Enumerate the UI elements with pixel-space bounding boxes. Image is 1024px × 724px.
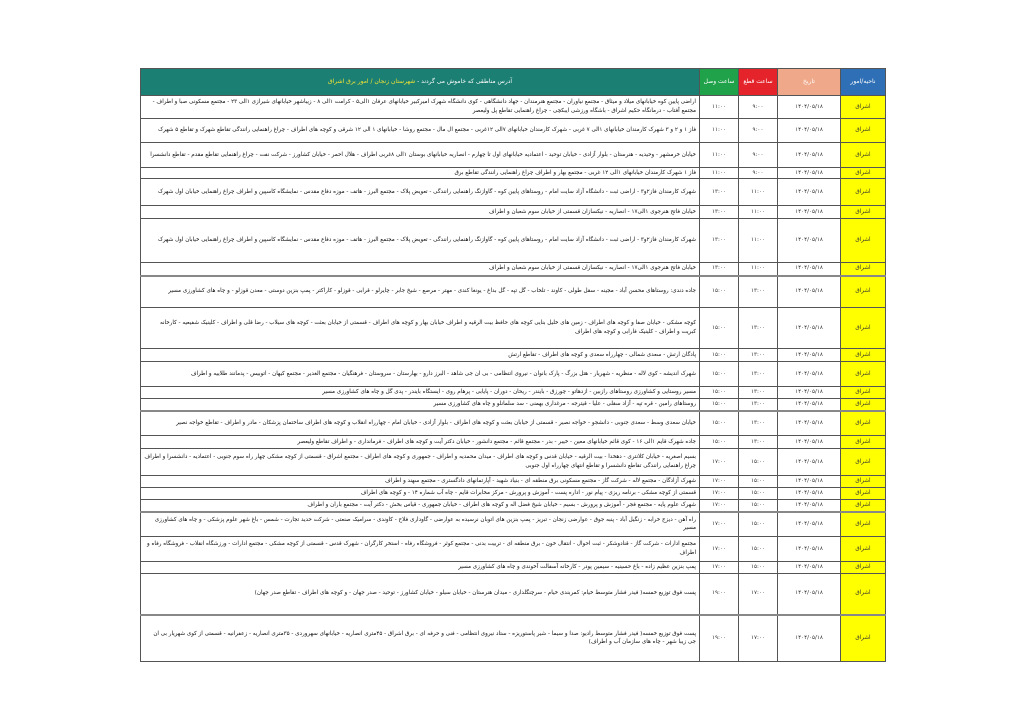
date-cell: ۱۴۰۴/۰۵/۱۸	[778, 574, 841, 615]
address-cell: شهرک اندیشه - کوی لاله - منظریه - شهریار - هتل بزرگ - پارک بانوان - نیروی انتظامی - بی ان جی شاهد - البرز دارو - بهارستان - سروستان - فرهنگیان - مجتمع الغدیر - مجتمع کیهان - اتوبیس - پدمانند طلاییه و اطراف	[141, 362, 700, 387]
connect-time-cell: ۱۳:۰۰	[700, 263, 739, 276]
cut-time-cell: ۹:۰۰	[739, 168, 778, 179]
date-cell: ۱۴۰۴/۰۵/۱۸	[778, 615, 841, 662]
area-cell: اشراق	[841, 488, 886, 500]
date-cell: ۱۴۰۴/۰۵/۱۸	[778, 362, 841, 387]
cut-time-cell: ۱۵:۰۰	[739, 562, 778, 574]
header-cut-time: ساعت قطع	[739, 69, 778, 96]
table-row	[141, 387, 886, 399]
address-cell: شهرک کارمندان فاز۲و۳ - اراضی ثبت - دانشگاه آزاد سایت امام - روستاهای پایین کوه - گاوازنگ راهنمایی رانندگی - تعویض پلاک - مجتمع البرز - هاتف - موزه دفاع مقدس - نمایشگاه کاسپین و اطراف چراغ راهنمایی خیابان اول شهرک	[141, 179, 700, 206]
date-cell: ۱۴۰۴/۰۵/۱۸	[778, 219, 841, 263]
area-cell: اشراق	[841, 436, 886, 449]
header-date: تاریخ	[778, 69, 841, 96]
area-cell: اشراق	[841, 387, 886, 399]
connect-time-cell: ۱۷:۰۰	[700, 476, 739, 488]
date-cell: ۱۴۰۴/۰۵/۱۸	[778, 119, 841, 143]
address-cell: بسیم اصغریه - خیابان کلانتری - دهخدا - بیت الرقیه - خیابان قدس و کوچه های اطراف - میدان محمدیه و اطراف - جمهوری و کوچه های اطراف - مجتمع اشراق - قسمتی از کوچه مشکی چهار راه سوم جنوبی - اعتمادیه - دانشسرا و اطراف چراغ راهنمایی رانندگی تقاطع دانشسرا و تقاطع انتهای چهارراه اول جنوبی	[141, 449, 700, 476]
area-cell: اشراق	[841, 119, 886, 143]
date-cell: ۱۴۰۴/۰۵/۱۸	[778, 168, 841, 179]
connect-time-cell: ۱۷:۰۰	[700, 500, 739, 512]
cut-time-cell: ۱۳:۰۰	[739, 399, 778, 411]
area-cell: اشراق	[841, 308, 886, 349]
area-cell: اشراق	[841, 512, 886, 537]
address-cell: شهرک آزادگان - مجتمع لاله - شرکت گاز - مجتمع مسکونی برق منطقه ای - بنیاد شهید - آپارتمانهای دادگستری - مجتمع سهند و اطراف	[141, 476, 700, 488]
cut-time-cell: ۹:۰۰	[739, 143, 778, 168]
address-cell: پست فوق توزیع خمسه( فیدر فشار متوسط خیام: کمربندی خیام - سرچنگلداری - میدان هنرستان - خیابان سیلو - خیابان کشاورز - توحید - صدر جهان - و کوچه های اطراف - تقاطع صدر جهان)	[141, 574, 700, 615]
table-row	[141, 168, 886, 179]
cut-time-cell: ۱۵:۰۰	[739, 476, 778, 488]
connect-time-cell: ۱۷:۰۰	[700, 537, 739, 562]
address-cell: جاده دندی: روستاهای محسن آباد - مجینه - سقل طولی - کاوند - تلخاب - گل تپه - گل بداغ - یونغا کندی - مهتر - مرصع - شیخ جابر - چایرلو - قرابی - قوزلو - کاراکتر - پمپ بنزین دوستی - معدن قوزلو - و چاه های کشاورزی مسیر	[141, 276, 700, 308]
table-row	[141, 219, 886, 263]
cut-time-cell: ۱۱:۰۰	[739, 179, 778, 206]
cut-time-cell: ۱۵:۰۰	[739, 537, 778, 562]
address-cell: پست فوق توزیع خمسه( فیدر فشار متوسط رادیو: صدا و سیما - شیر پاستوریزه - ستاد نیروی انتظامی - فنی و حرفه ای - برق اشراق - ۴۵متری انصاریه - خیابانهای سهروردی - ۳۵متری انصاریه - زعفرانیه - قسمتی از کوی شهریار بی ان جی زیبا شهر - چاه های سازمان آب و اطراف)	[141, 615, 700, 662]
date-cell: ۱۴۰۴/۰۵/۱۸	[778, 349, 841, 362]
table-row	[141, 206, 886, 219]
area-cell: اشراق	[841, 562, 886, 574]
header-address-prefix: آدرس مناطقی که خاموش می گردند -	[415, 78, 513, 86]
address-cell: فاز ۱ شهرک کارمندان خیابانهای ۱الی ۱۲ غربی - مجتمع بهار و اطراف چراغ راهنمایی رانندگی تقاطع برق	[141, 168, 700, 179]
area-cell: اشراق	[841, 500, 886, 512]
date-cell: ۱۴۰۴/۰۵/۱۸	[778, 537, 841, 562]
connect-time-cell: ۱۱:۰۰	[700, 143, 739, 168]
cut-time-cell: ۹:۰۰	[739, 96, 778, 119]
cut-time-cell: ۱۳:۰۰	[739, 349, 778, 362]
area-cell: اشراق	[841, 219, 886, 263]
date-cell: ۱۴۰۴/۰۵/۱۸	[778, 143, 841, 168]
connect-time-cell: ۱۵:۰۰	[700, 436, 739, 449]
date-cell: ۱۴۰۴/۰۵/۱۸	[778, 436, 841, 449]
connect-time-cell: ۱۵:۰۰	[700, 362, 739, 387]
address-cell: پادگان ارتش - سعدی شمالی - چهارراه سعدی و کوچه های اطراف - تقاطع ارتش	[141, 349, 700, 362]
table-row	[141, 537, 886, 562]
address-cell: خیابان فاتح هنرجوی ۱الی۱۷ - انصاریه - نیکسازان قسمتی از خیابان سوم شعبان و اطراف	[141, 206, 700, 219]
cut-time-cell: ۱۱:۰۰	[739, 206, 778, 219]
connect-time-cell: ۱۵:۰۰	[700, 387, 739, 399]
cut-time-cell: ۱۷:۰۰	[739, 574, 778, 615]
connect-time-cell: ۱۷:۰۰	[700, 512, 739, 537]
table-row	[141, 96, 886, 119]
cut-time-cell: ۱۱:۰۰	[739, 219, 778, 263]
cut-time-cell: ۱۳:۰۰	[739, 362, 778, 387]
date-cell: ۱۴۰۴/۰۵/۱۸	[778, 500, 841, 512]
area-cell: اشراق	[841, 143, 886, 168]
cut-time-cell: ۱۳:۰۰	[739, 436, 778, 449]
connect-time-cell: ۱۵:۰۰	[700, 399, 739, 411]
header-connect-time: ساعت وصل	[700, 69, 739, 96]
address-cell: پمپ بنزین عظیم زاده - باغ حسینیه - سیمین پودر - کارخانه آسفالت آخوندی و چاه های کشاورزی مسیر	[141, 562, 700, 574]
area-cell: اشراق	[841, 476, 886, 488]
area-cell: اشراق	[841, 574, 886, 615]
cut-time-cell: ۱۵:۰۰	[739, 449, 778, 476]
area-cell: اشراق	[841, 179, 886, 206]
table-row	[141, 308, 886, 349]
connect-time-cell: ۱۱:۰۰	[700, 168, 739, 179]
connect-time-cell: ۱۳:۰۰	[700, 206, 739, 219]
address-cell: راه آهن - دیزج خرابه - زنگیل آباد - پنبه جوق - عوارضی زنجان - تبریز - پمپ بنزین های اتوبان نرسیده به عوارضی - گاوداری فلاح - کاوندی - سرامیک صنعتی - شرکت حدید تجارت - شمس - باغ شهر علوم پزشکی - و چاه های کشاورزی مسیر	[141, 512, 700, 537]
address-cell: خیابان سعدی وسط - سعدی جنوبی - دانشجو - خواجه نصیر - قسمتی از خیابان بعثت و کوچه های اطراف - بلوار آزادی - خیابان امام - چهارراه انقلاب و کوچه های اطراف ساختمان پزشکان - مادر و اطراف - تقاطع خواجه نصیر	[141, 411, 700, 436]
table-row	[141, 399, 886, 411]
date-cell: ۱۴۰۴/۰۵/۱۸	[778, 476, 841, 488]
area-cell: اشراق	[841, 399, 886, 411]
address-cell: کوچه مشکی - خیابان صفا و کوچه های اطراف - زمین های خلیل بنایی کوچه های حافظ بیت الرقیه و اطراف خیابان بهار و کوچه های اطراف - قسمتی از خیابان بعثت - کوچه های سیلاب - رضا قلی و اطراف - کلینیک شفیعیه - کارخانه کبریت و اطراف - کلینیک فارابی و کوچه های اطراف	[141, 308, 700, 349]
table-row	[141, 349, 886, 362]
date-cell: ۱۴۰۴/۰۵/۱۸	[778, 512, 841, 537]
cut-time-cell: ۱۵:۰۰	[739, 488, 778, 500]
connect-time-cell: ۱۵:۰۰	[700, 276, 739, 308]
table-row	[141, 362, 886, 387]
table-row	[141, 119, 886, 143]
table-row	[141, 574, 886, 615]
address-cell: جاده شهرک قایم ۱الی ۱۶ - کوی قائم خیابانهای معین - خیبر - بدر - مجتمع قائم - مجتمع دانشور - خیابان دکتر آیت و کوچه های اطراف - فرمانداری - و اطراف تقاطع ولیعصر	[141, 436, 700, 449]
area-cell: اشراق	[841, 537, 886, 562]
connect-time-cell: ۱۹:۰۰	[700, 615, 739, 662]
connect-time-cell: ۱۵:۰۰	[700, 308, 739, 349]
cut-time-cell: ۱۳:۰۰	[739, 387, 778, 399]
connect-time-cell: ۱۵:۰۰	[700, 349, 739, 362]
table-row	[141, 143, 886, 168]
address-cell: مسیر روستایی و کشاورزی روستاهای رازبین - ازدهاتو - چورزق - بایندر - ریحان - دوران - پایابی - پرهام روی - ایستگاه بایندر - پدی گل و چاه های کشاورزی مسیر	[141, 387, 700, 399]
cut-time-cell: ۱۳:۰۰	[739, 308, 778, 349]
table-row	[141, 449, 886, 476]
date-cell: ۱۴۰۴/۰۵/۱۸	[778, 263, 841, 276]
date-cell: ۱۴۰۴/۰۵/۱۸	[778, 562, 841, 574]
cut-time-cell: ۱۷:۰۰	[739, 615, 778, 662]
cut-time-cell: ۹:۰۰	[739, 119, 778, 143]
table-row	[141, 263, 886, 276]
connect-time-cell: ۱۵:۰۰	[700, 411, 739, 436]
table-row	[141, 476, 886, 488]
cut-time-cell: ۱۵:۰۰	[739, 512, 778, 537]
address-cell: قسمتی از کوچه مشکی - برنامه ریزی - پیام نور - اداره پست - آموزش و پرورش - مرکز مخابرات قایم - چاه آب شماره ۱۴ - و کوچه های اطراف	[141, 488, 700, 500]
date-cell: ۱۴۰۴/۰۵/۱۸	[778, 206, 841, 219]
table-row	[141, 615, 886, 662]
connect-time-cell: ۱۳:۰۰	[700, 219, 739, 263]
date-cell: ۱۴۰۴/۰۵/۱۸	[778, 276, 841, 308]
connect-time-cell: ۱۷:۰۰	[700, 562, 739, 574]
area-cell: اشراق	[841, 206, 886, 219]
table-row	[141, 276, 886, 308]
table-row	[141, 436, 886, 449]
connect-time-cell: ۱۷:۰۰	[700, 488, 739, 500]
address-cell: شهرک کارمندان فاز۲و۳ - اراضی ثبت - دانشگاه آزاد سایت امام - روستاهای پایین کوه - گاوازنگ راهنمایی رانندگی - تعویض پلاک - مجتمع البرز - هاتف - موزه دفاع مقدس - نمایشگاه کاسپین و اطراف چراغ راهنمایی خیابان اول شهرک	[141, 219, 700, 263]
area-cell: اشراق	[841, 411, 886, 436]
date-cell: ۱۴۰۴/۰۵/۱۸	[778, 411, 841, 436]
table-row	[141, 488, 886, 500]
table-header-row	[141, 69, 886, 96]
cut-time-cell: ۱۳:۰۰	[739, 411, 778, 436]
area-cell: اشراق	[841, 362, 886, 387]
date-cell: ۱۴۰۴/۰۵/۱۸	[778, 449, 841, 476]
cut-time-cell: ۱۱:۰۰	[739, 263, 778, 276]
address-cell: مجتمع ادارات - شرکت گاز - قنادوشکر - ثبت احوال - انتقال خون - برق منطقه ای - تربیت بدنی - مجتمع کوثر - فروشگاه رفاه - استخر کارگران - شهرک قدس - قسمتی از کوچه مشکی - مجتمع ادارات - ورزشگاه انقلاب - فروشگاه رفاه و اطراف	[141, 537, 700, 562]
date-cell: ۱۴۰۴/۰۵/۱۸	[778, 387, 841, 399]
connect-time-cell: ۱۷:۰۰	[700, 449, 739, 476]
table-row	[141, 562, 886, 574]
date-cell: ۱۴۰۴/۰۵/۱۸	[778, 179, 841, 206]
table-row	[141, 512, 886, 537]
connect-time-cell: ۱۱:۰۰	[700, 119, 739, 143]
header-area: ناحیه/امور	[841, 69, 886, 96]
area-cell: اشراق	[841, 449, 886, 476]
table-row	[141, 179, 886, 206]
date-cell: ۱۴۰۴/۰۵/۱۸	[778, 308, 841, 349]
date-cell: ۱۴۰۴/۰۵/۱۸	[778, 96, 841, 119]
date-cell: ۱۴۰۴/۰۵/۱۸	[778, 399, 841, 411]
address-cell: خیابان فاتح هنرجوی ۱الی۱۷ - انصاریه - نیکسازان قسمتی از خیابان سوم شعبان و اطراف	[141, 263, 700, 276]
address-cell: روستاهای رامین - قره تپه - آزاد سقلی - علیا - قیترجه - مرغداری بهمنی - سد سلمانلو و چاه های کشاورزی مسیر	[141, 399, 700, 411]
area-cell: اشراق	[841, 615, 886, 662]
cut-time-cell: ۱۳:۰۰	[739, 276, 778, 308]
header-address-highlight: شهرستان زنجان / امور برق اشراق	[327, 78, 416, 86]
table-row	[141, 500, 886, 512]
area-cell: اشراق	[841, 263, 886, 276]
connect-time-cell: ۱۱:۰۰	[700, 96, 739, 119]
address-cell: اراضی پایین کوه خیابانهای میلاد و میثاق - مجتمع نیاوران - مجتمع هنرمندان - جهاد دانشگاهی - کوی دانشگاه شهرک امیرکبیر خیابانهای عرفان ۱الی۵ - کرامت ۱الی ۸ - زیباشهر خیابانهای شیرازی ۱الی ۲۳ - مجتمع مسکونی صبا و اطراف - مجتمع آفتاب - درمانگاه حکیم اشراق - باشگاه ورزشی ایبکچی - چراغ راهنمایی تقاطع پل ولیعصر	[141, 96, 700, 119]
area-cell: اشراق	[841, 349, 886, 362]
header-address	[141, 69, 700, 96]
cut-time-cell: ۱۵:۰۰	[739, 500, 778, 512]
address-cell: شهرک علوم پایه - مجتمع فجر - آموزش و پرورش - بسیم - خیابان شیخ فضل اله و کوچه های اطراف - خیابان جمهوری - قیاس بخش - دکتر آیت - مجتمع باران و اطراف	[141, 500, 700, 512]
table-body	[141, 96, 886, 662]
date-cell: ۱۴۰۴/۰۵/۱۸	[778, 488, 841, 500]
address-cell: خیابان خرمشهر - وحیدیه - هنرستان - بلوار آزادی - خیابان توحید - اعتمادیه خیابانهای اول تا چهارم - انصاریه خیابانهای بوستان ۱الی ۸غربی اطراف - هلال احمر - خیابان کشاورز - شرکت نفت - چراغ راهنمایی تقاطع مقدم - تقاطع دانشسرا	[141, 143, 700, 168]
connect-time-cell: ۱۳:۰۰	[700, 179, 739, 206]
connect-time-cell: ۱۹:۰۰	[700, 574, 739, 615]
area-cell: اشراق	[841, 276, 886, 308]
table-row	[141, 411, 886, 436]
area-cell: اشراق	[841, 168, 886, 179]
area-cell: اشراق	[841, 96, 886, 119]
outage-schedule-table	[140, 68, 886, 662]
address-cell: فاز ۱ و ۲ و ۳ شهرک کارمندان خیابانهای ۱الی ۷ غربی - شهرک کارمندان خیابانهای ۷الی ۱۲غربی - مجتمع ال مال - مجتمع روشا - خیابانهای ۱ الی ۱۲ شرقی و کوچه های اطراف - چراغ راهنمایی رانندگی تقاطع شهرک و تقاطع ۵ شهرک	[141, 119, 700, 143]
